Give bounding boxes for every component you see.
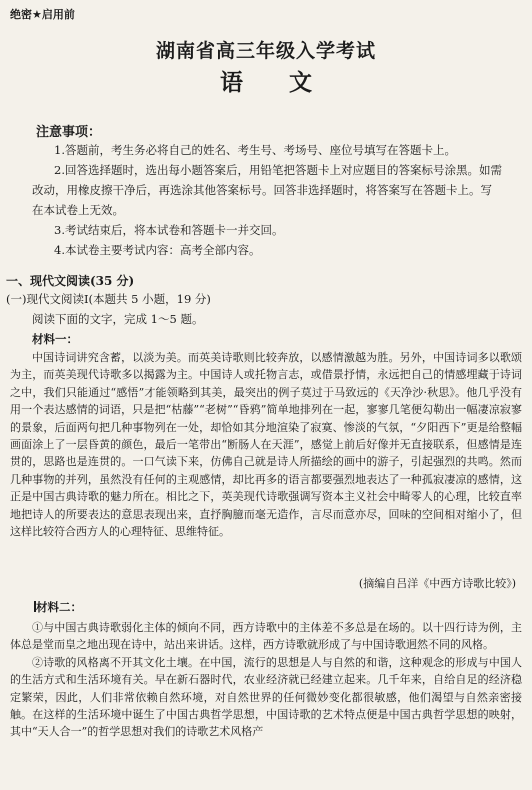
material-2-body (10, 619, 522, 741)
material-1-label: 材料一： (32, 332, 78, 346)
exam-title: 湖南省高三年级入学考试 (155, 40, 376, 62)
material-2-paragraph: ①与中国古典诗歌弱化主体的倾向不同，西方诗歌中的主体差不多总是在场的。以十四行诗为例，主体总是堂而皇之地出现在诗中，站出来讲话。这样，西方诗歌就形成了与中国诗歌迥然不同的风格。 (10, 621, 522, 652)
material-1-body (10, 349, 522, 540)
notice-list (32, 140, 502, 260)
subject-title: 语文 (220, 69, 358, 96)
material-1-text: 中国诗词讲究含蓄，以淡为美。而英美诗歌则比较奔放，以感情激越为胜。另外，中国诗词多以歌颂为主，而英美现代诗歌多以揭露为主。中国诗人或托物言志，或借景抒情，永远把自己的情感埋藏于诗词之中，我们只能通过“感悟”才能领略到其美，最突出的例子莫过于马致远的《天净沙·秋思》。他几乎没有用一个表达感情的词语，只是把“枯藤”“老树”“昏鸦”简单地排列在一起，寥寥几笔便勾勒出一幅凄凉寂寥的景象，后面两句把几种事物列在一处，却恰如其分地渲染了寂寞、惨淡的气氛，“夕阳西下”更是给整幅画面涂上了一层昏黄的颜色，最后一笔带出“断肠人在天涯”，感觉上前后好像并无直接联系，但感情是连贯的，思路也是连贯的。一口气读下来，仿佛自己就是诗人所描绘的画中的游子，引起强烈的共鸣。然而几种事物的并列，虽然没有任何的主观感情，却比再多的语言都要强烈地表达了一种孤寂凄凉的感情，这正是中国古典诗歌的魅力所在。相比之下，英美现代诗歌强调写资本主义社会中畸零人的心理，比较直率地把诗人的所要表达的意思表现出来，直抒胸臆而毫无造作，言尽而意亦尽，回味的空间相对缩小了，但这样比较符合西方人的心理特征、思维特征。 (10, 351, 522, 539)
subsection-heading: (一)现代文阅读Ⅰ(本题共 5 小题，19 分) (6, 292, 211, 306)
notice-heading: 注意事项： (36, 125, 102, 140)
notice-item: 2.回答选择题时，选出每小题答案后，用铅笔把答题卡上对应题目的答案标号涂黑。如需改动，用橡皮擦干净后，再选涂其他答案标号。回答非选择题时，将答案写在答题卡上。写在本试卷上无效。 (32, 163, 502, 217)
notice-item: 1.答题前，考生务必将自己的姓名、考生号、考场号、座位号填写在答题卡上。 (54, 143, 456, 157)
material-2-paragraph: ②诗歌的风格离不开其文化土壤。在中国，流行的思想是人与自然的和谐，这种观念的形成与中国人的生活方式和生活环境有关。早在新石器时代，农业经济就已经建立起来。几千年来，自给自足的经济稳定繁荣，因此，人们非常依赖自然环境，对自然世界的任何微妙变化都很敏感，他们渴望与自然亲密接触。在这样的生活环境中诞生了中国古典哲学思想，中国诗歌的艺术特点便是中国古典哲学思想的映射，其中“天人合一”的哲学思想对我们的诗歌艺术风格产 (10, 655, 522, 739)
notice-item: 4.本试卷主要考试内容：高考全部内容。 (54, 243, 261, 257)
section-heading: 一、现代文阅读(35 分) (6, 274, 135, 288)
material-1-source: (摘编自吕洋《中西方诗歌比较》) (358, 577, 516, 590)
notice-item: 3.考试结束后，将本试卷和答题卡一并交回。 (54, 223, 284, 237)
confidential-label: 绝密★启用前 (10, 8, 75, 21)
material-2-label-text: 材料二： (36, 600, 82, 614)
material-2-label (32, 599, 82, 615)
reading-instruction: 阅读下面的文字，完成 1～5 题。 (32, 312, 204, 326)
